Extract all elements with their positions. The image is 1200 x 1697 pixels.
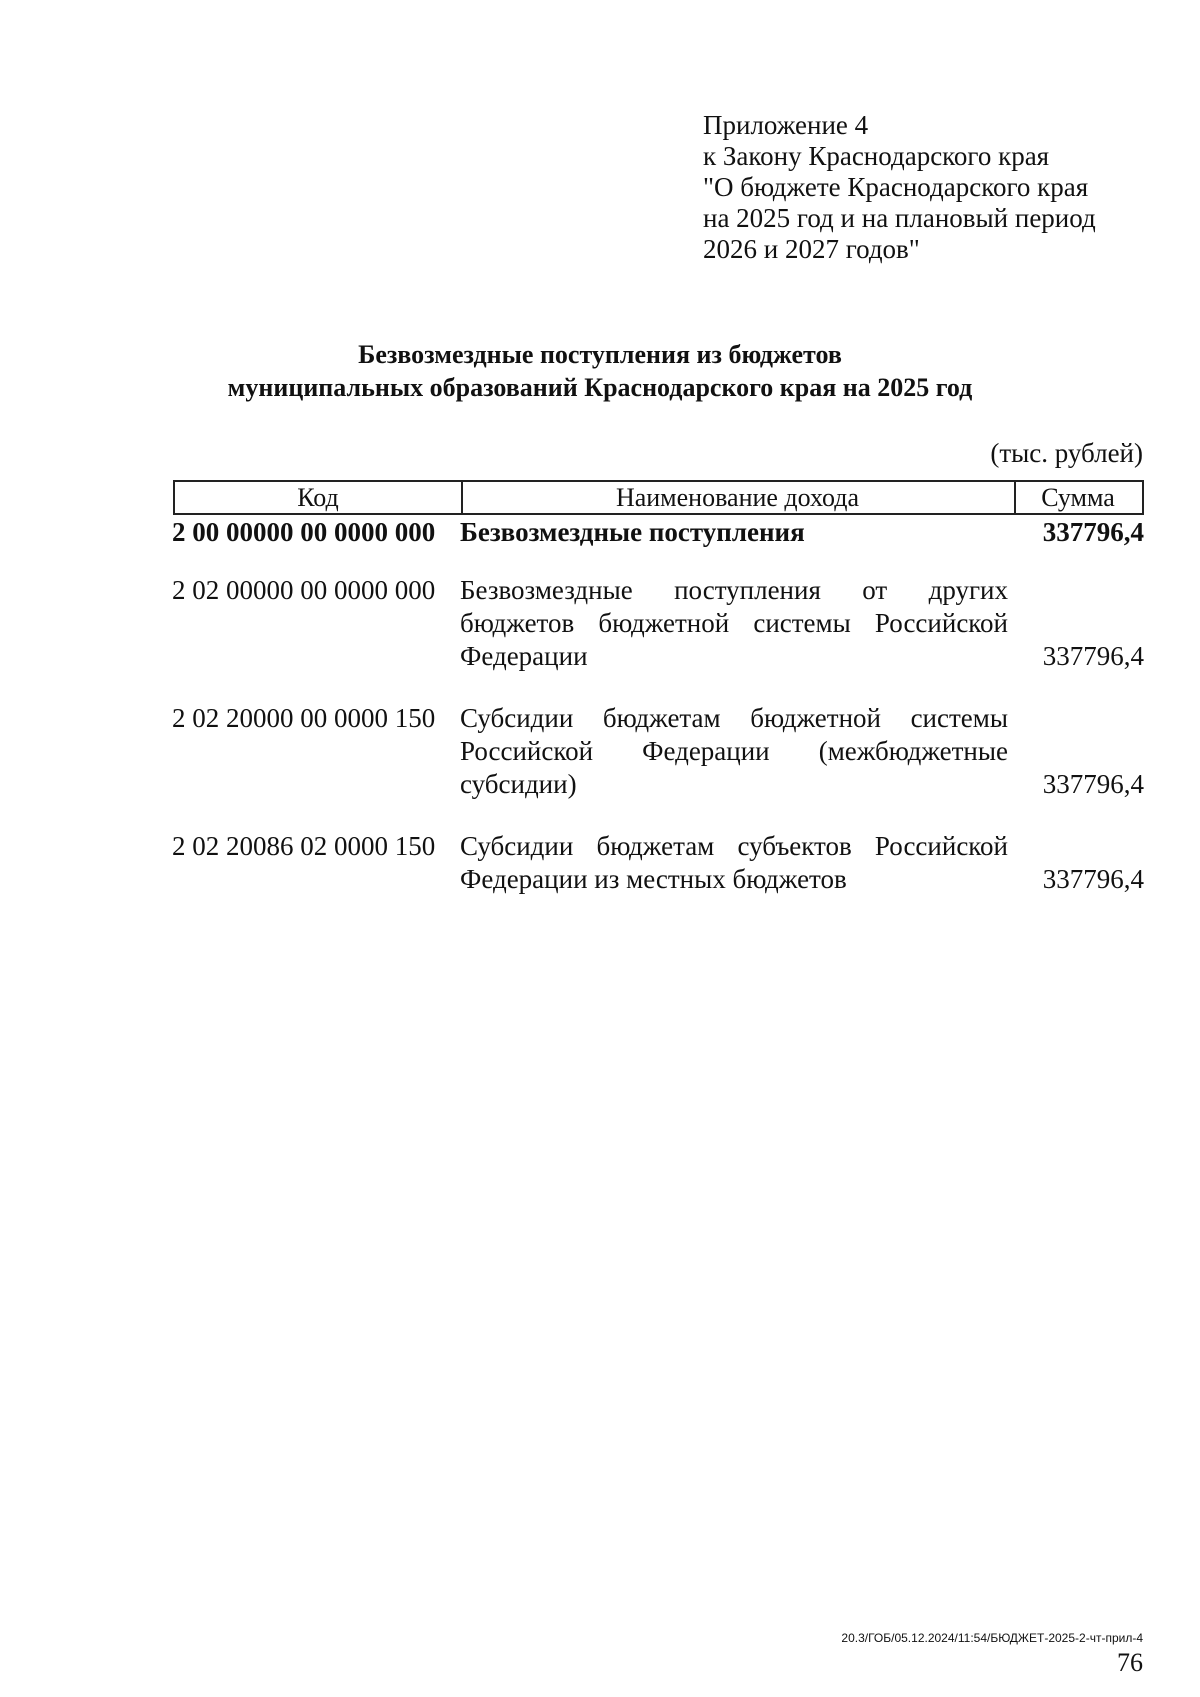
document-reference: 20.3/ГОБ/05.12.2024/11:54/БЮДЖЕТ-2025-2-чт-прил-4 xyxy=(841,1631,1143,1645)
row-name: Безвозмездные поступления xyxy=(460,517,805,547)
appendix-line: Приложение 4 xyxy=(703,110,869,140)
header-code: Код xyxy=(175,482,463,513)
header-sum: Сумма xyxy=(1041,483,1115,512)
row-sum: 337796,4 xyxy=(1042,864,1144,894)
title-line-2: муниципальных образований Краснодарского края на 2025 год xyxy=(227,373,973,402)
page-number: 76 xyxy=(1117,1648,1143,1677)
appendix-line: на 2025 год и на плановый период xyxy=(703,203,1096,233)
row-name: Безвозмездные поступления от других бюджетов бюджетной системы Российской Федерации xyxy=(460,575,1008,671)
row-sum: 337796,4 xyxy=(1042,517,1144,547)
row-sum: 337796,4 xyxy=(1042,769,1144,799)
table-header xyxy=(173,480,1144,515)
appendix-line: "О бюджете Краснодарского края xyxy=(703,172,1089,202)
row-name: Субсидии бюджетам бюджетной системы Российской Федерации (межбюджетные субсидии) xyxy=(460,703,1008,799)
row-code: 2 02 00000 00 0000 000 xyxy=(172,575,436,605)
appendix-header xyxy=(703,110,1096,265)
row-name: Субсидии бюджетам субъектов Российской Федерации из местных бюджетов xyxy=(460,831,1008,894)
document-title xyxy=(0,338,1200,404)
row-code: 2 02 20000 00 0000 150 xyxy=(172,703,436,733)
header-name: Наименование дохода xyxy=(461,482,1016,513)
row-code: 2 02 20086 02 0000 150 xyxy=(172,831,436,861)
row-code: 2 00 00000 00 0000 000 xyxy=(172,517,436,547)
appendix-line: к Закону Краснодарского края xyxy=(703,141,1050,171)
units-label: (тыс. рублей) xyxy=(990,438,1143,468)
title-line-1: Безвозмездные поступления из бюджетов xyxy=(358,340,842,369)
row-sum: 337796,4 xyxy=(1042,641,1144,671)
appendix-line: 2026 и 2027 годов" xyxy=(703,234,920,264)
